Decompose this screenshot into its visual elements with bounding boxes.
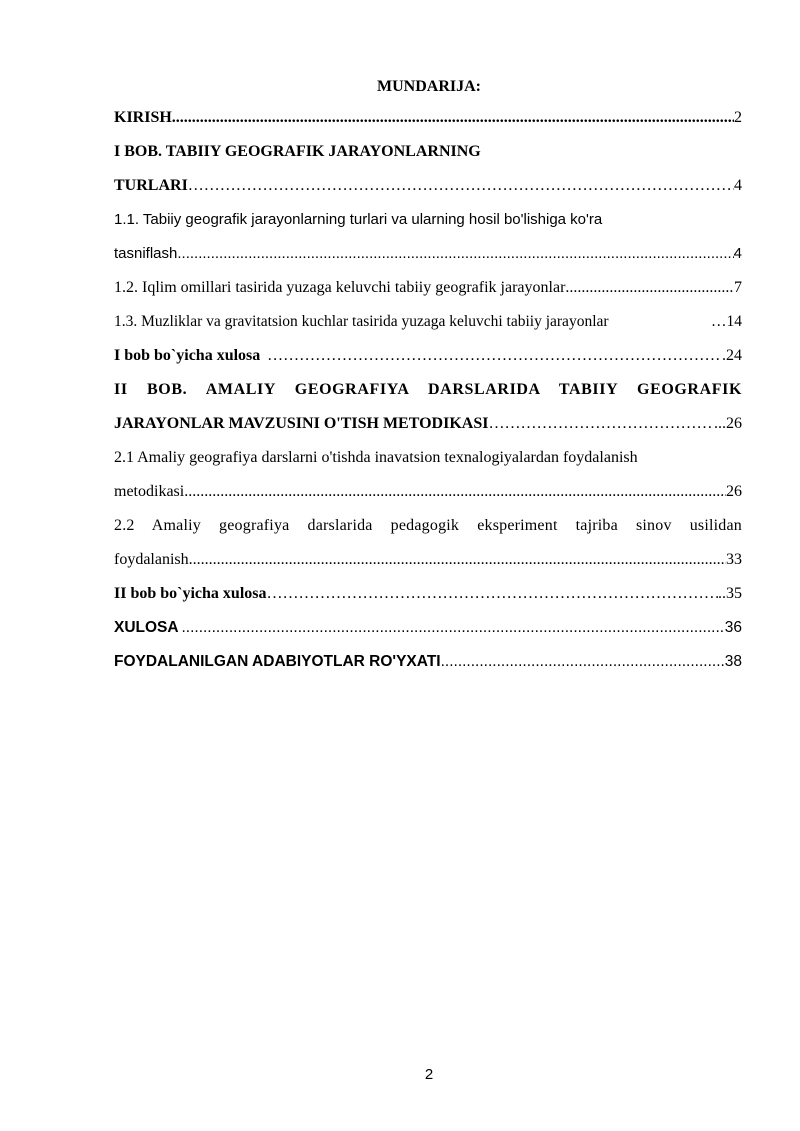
toc-leader bbox=[267, 582, 719, 606]
toc-leader bbox=[488, 412, 714, 436]
toc-entry-1-1[interactable]: 1.1. Tabiiy geografik jarayonlarning turlari va ularning hosil bo'lishiga ko'ra bbox=[114, 211, 603, 228]
toc-page-number: 4 bbox=[734, 177, 742, 194]
toc-entry-1-3[interactable] bbox=[114, 310, 742, 334]
toc-entry-label: JARAYONLAR MAVZUSINI O'TISH METODIKASI bbox=[114, 415, 489, 432]
toc-entry-1-1-cont[interactable] bbox=[114, 242, 742, 266]
table-of-contents bbox=[114, 106, 742, 674]
toc-page-number: 26 bbox=[726, 483, 742, 500]
toc-entry-xulosa[interactable] bbox=[114, 616, 742, 640]
toc-leader bbox=[441, 650, 725, 674]
toc-leader bbox=[172, 106, 734, 130]
toc-page-number: ...26 bbox=[714, 415, 742, 432]
toc-leader bbox=[267, 344, 722, 368]
toc-entry-2-2-cont[interactable] bbox=[114, 548, 742, 572]
toc-entry-label: 1.2. Iqlim omillari tasirida yuzaga keluvchi tabiiy geografik jarayonlar bbox=[114, 279, 566, 296]
toc-page-number: 36 bbox=[724, 619, 742, 636]
toc-entry-label: 1.3. Muzliklar va gravitatsion kuchlar tasirida yuzaga keluvchi tabiiy jarayonlar bbox=[114, 313, 609, 330]
toc-leader bbox=[177, 242, 733, 266]
toc-entry-label: KIRISH bbox=[114, 109, 172, 126]
toc-leader bbox=[188, 174, 734, 198]
toc-page-number: 4 bbox=[733, 245, 742, 262]
toc-entry-2-1-cont[interactable] bbox=[114, 480, 742, 504]
toc-page-number: .24 bbox=[722, 347, 742, 364]
toc-entry-label: foydalanish bbox=[114, 551, 189, 568]
toc-entry-2-2[interactable]: 2.2 Amaliy geografiya darslarida pedagogik eksperiment tajriba sinov usilidan bbox=[114, 517, 742, 534]
toc-page-number: 7 bbox=[734, 279, 742, 296]
page-number: 2 bbox=[424, 1066, 434, 1083]
toc-entry-label: FOYDALANILGAN ADABIYOTLAR RO'YXATI bbox=[114, 653, 441, 670]
toc-entry-bob1-turlari[interactable] bbox=[114, 174, 742, 198]
toc-entry-bob2-xulosa[interactable] bbox=[114, 582, 742, 606]
toc-entry-label: XULOSA bbox=[114, 619, 179, 636]
toc-entry-bob2-metodika[interactable] bbox=[114, 412, 742, 436]
toc-entry-label: II bob bo`yicha xulosa bbox=[114, 585, 267, 602]
toc-entry-bob1-xulosa[interactable] bbox=[114, 344, 742, 368]
toc-page-number: 2 bbox=[734, 109, 742, 126]
toc-entry-2-1[interactable]: 2.1 Amaliy geografiya darslarni o'tishda inavatsion texnalogiyalardan foydalanish bbox=[114, 449, 638, 466]
toc-entry-1-2[interactable] bbox=[114, 276, 742, 300]
page-title: MUNDARIJA: bbox=[377, 78, 481, 95]
toc-entry-label: TURLARI bbox=[114, 177, 188, 194]
toc-leader bbox=[189, 548, 726, 572]
toc-leader bbox=[181, 616, 724, 640]
toc-leader bbox=[565, 276, 734, 300]
toc-entry-adabiyotlar[interactable] bbox=[114, 650, 742, 674]
toc-leader bbox=[184, 480, 726, 504]
toc-entry-bob2-heading[interactable]: II BOB. AMALIY GEOGRAFIYA DARSLARIDA TABIIY GEOGRAFIK bbox=[114, 381, 742, 398]
toc-entry-label: tasniflash bbox=[114, 245, 178, 262]
toc-page-number: 33 bbox=[726, 551, 742, 568]
toc-page-number: 38 bbox=[724, 653, 742, 670]
toc-entry-bob1-heading[interactable]: I BOB. TABIIY GEOGRAFIK JARAYONLARNING bbox=[114, 143, 481, 160]
toc-entry-kirish[interactable] bbox=[114, 106, 742, 130]
toc-entry-label: metodikasi bbox=[114, 483, 185, 500]
toc-page-number: ..35 bbox=[718, 585, 742, 602]
toc-entry-label: I bob bo`yicha xulosa bbox=[114, 347, 261, 364]
toc-page-number: …14 bbox=[711, 313, 742, 330]
